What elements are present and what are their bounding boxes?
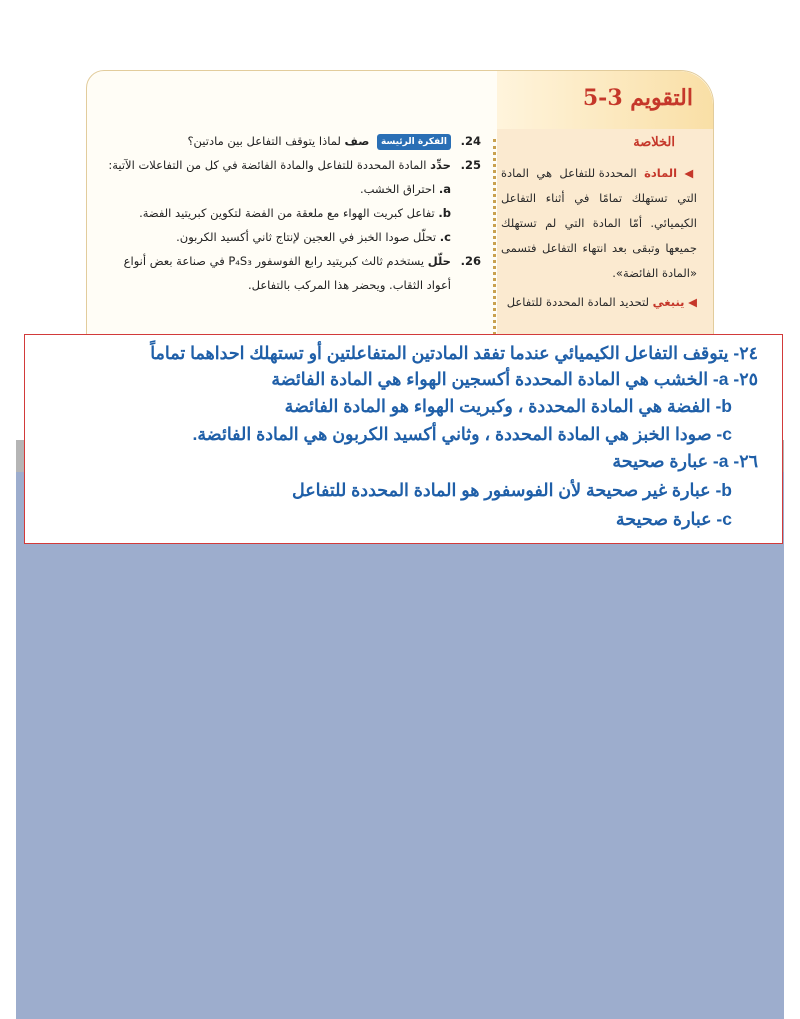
answer-line: b- الفضة هي المادة المحددة ، وكبريت الهواء هو المادة الفائضة — [284, 396, 732, 416]
summary-text — [501, 161, 697, 319]
answer-line: ٢٦- a- عبارة صحيحة — [612, 451, 758, 471]
answer-line: ٢٤- يتوقف التفاعل الكيميائي عندما تفقد المادتين المتفاعلتين أو تستهلك احداهما تماماً — [150, 343, 758, 363]
page-title: التقويم 3-5 — [582, 85, 693, 111]
question-25: 25. حدِّد المادة المحددة للتفاعل والمادة الفائضة في كل من التفاعلات الآتية: — [108, 158, 481, 172]
question-24: 24. الفكرة الرئيسة صف لماذا يتوقف التفاعل بين مادتين؟ — [187, 134, 481, 148]
background-panel — [16, 472, 784, 1019]
question-25b: b. تفاعل كبريت الهواء مع ملعقة من الفضة لتكوين كبريتيد الفضة. — [139, 206, 451, 220]
bullet-icon: ◀ — [688, 295, 697, 309]
question-25c: c. تحلّل صودا الخبز في العجين لإنتاج ثاني أكسيد الكربون. — [176, 230, 451, 244]
answer-line: ٢٥- a- الخشب هي المادة المحددة أكسجين الهواء هي المادة الفائضة — [271, 369, 758, 389]
question-26: 26. حلّل يستخدم ثالث كبريتيد رابع الفوسفور P₄S₃ في صناعة بعض أنواع — [123, 254, 481, 268]
question-25a: a. احتراق الخشب. — [359, 182, 451, 196]
summary-title: الخلاصة — [633, 135, 675, 150]
question-26-cont: أعواد الثقاب. ويحضر هذا المركب بالتفاعل. — [247, 278, 451, 292]
main-idea-badge: الفكرة الرئيسة — [377, 134, 451, 150]
answer-line: b- عبارة غير صحيحة لأن الفوسفور هو المادة المحددة للتفاعل — [291, 480, 732, 500]
bullet-icon: ◀ — [684, 166, 697, 180]
textbook-page — [86, 70, 714, 372]
summary-bullet: ◀ المادة المحددة للتفاعل هي المادة التي تستهلك تمامًا في أثناء التفاعل الكيميائي. أمّا المادة التي لم تستهلك جميعها وتبقى بعد انتهاء التفاعل فتسمى «المادة الفائضة». — [501, 166, 697, 280]
questions-area — [97, 129, 481, 297]
answers-box — [24, 334, 783, 544]
answer-line: c- صودا الخبز هي المادة المحددة ، وثاني أكسيد الكربون هي المادة الفائضة. — [192, 424, 732, 444]
summary-bullet: ◀ ينبغي لتحديد المادة المحددة للتفاعل — [506, 295, 697, 309]
answer-line: c- عبارة صحيحة — [615, 509, 732, 529]
